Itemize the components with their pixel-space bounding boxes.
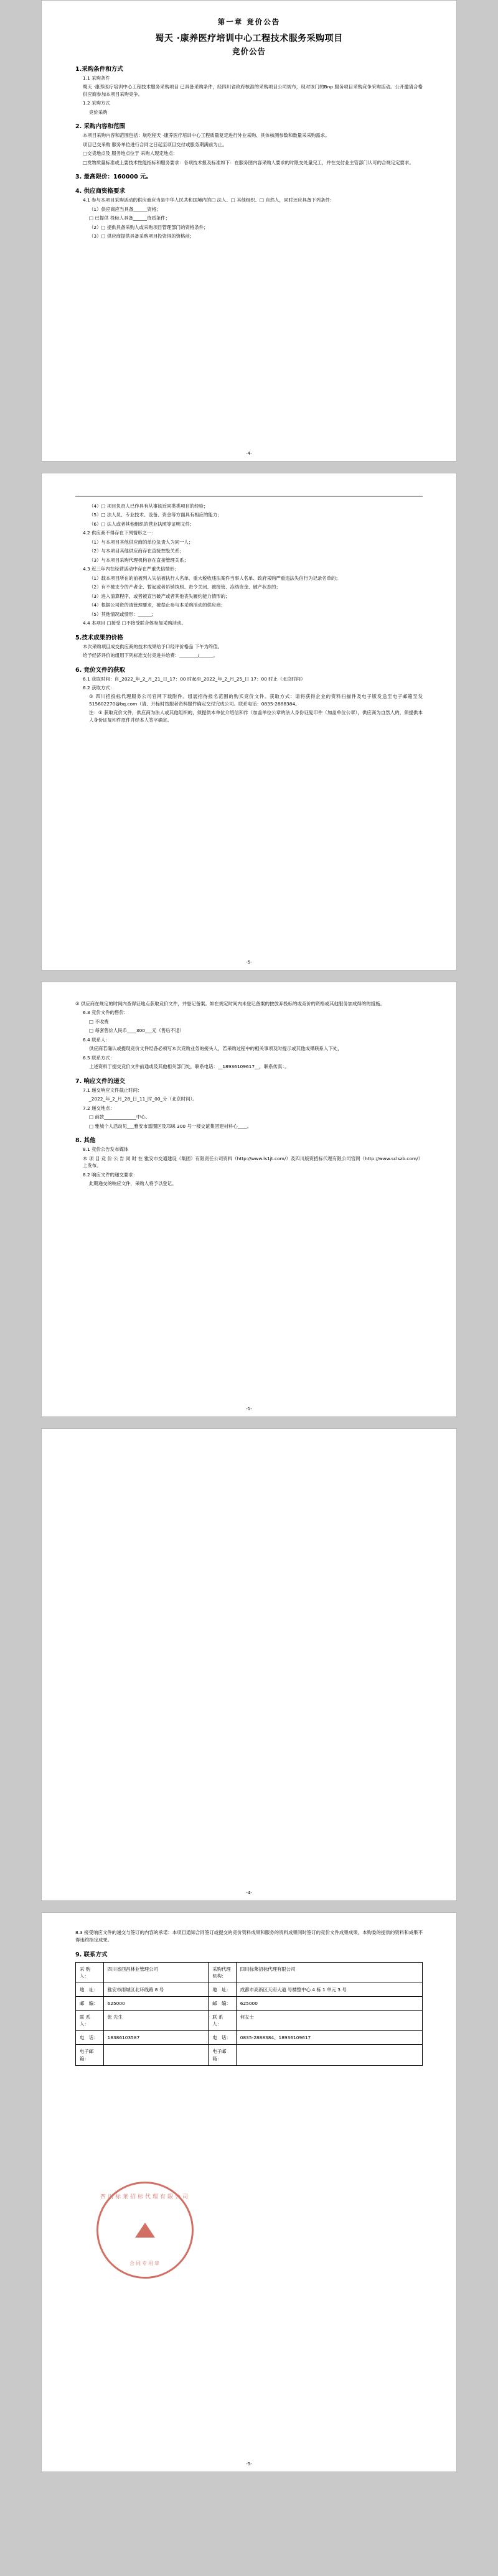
row-0-right-value: 四川标莱招标代理有限公司: [236, 1962, 422, 1983]
row-4-left-value: 18386103587: [103, 2031, 209, 2045]
table-row: [76, 2011, 423, 2031]
p2-item-11: （4）根据公司资的清管理要求，被禁止参与本采购活动的供应商；: [89, 602, 226, 608]
p3-item-0: 6.3 竞价文件的售价：: [83, 1010, 129, 1016]
row-3-left-label: 联 系 人：: [76, 2011, 104, 2031]
section-heading-7: 7. 响应文件的递交: [75, 1077, 126, 1085]
p3-s7-item-2: 7.2 递交地点：: [83, 1105, 115, 1111]
page-number-4: -4-: [246, 1890, 252, 1895]
section-heading-2: 2. 采购内容和范围: [75, 123, 126, 131]
row-1-left-label: 地 址：: [76, 1983, 104, 1996]
page-chapter-title: 第一章 竞价公告: [217, 17, 281, 26]
p2-item-6: （3）与本项目采购代理机构存在直接管理关系；: [89, 557, 189, 563]
row-2-left-value: 625000: [103, 1997, 209, 2011]
p3-item-3: 6.4 联系人：: [83, 1036, 110, 1043]
p3-s8-item-1: 本 项 目 竞 价 公 告 同 时 在 雅安市交通建设（集团）有限责任公司资料（http://www.ls1jt.com/）及四川版资招标代理有限公司官网（http://www.sclszb.com/）上发布。: [83, 1155, 423, 1169]
p2-item-1: （5）□ 法人员、专业技术、设备、资金等方面具有相应的能力；: [89, 512, 222, 518]
seal-bottom-text: 合同专用章: [129, 2261, 161, 2266]
section-heading-3: 3. 最高限价：160000 元。: [75, 174, 152, 181]
section-4-item-1: （1）供应商应当具备______资格；: [89, 206, 161, 212]
p2-s6-item-0: 6.1 获取时间：自_2022_年_2_月_21_日_17：00 时起至_2022_年_2_月_25_日 17：00 时止（北京时间）: [83, 676, 306, 682]
section-heading-4: 4. 供应商资格要求: [75, 188, 126, 195]
table-row: [76, 1962, 423, 1983]
seal-top-text: 四川标莱招标代理有限公司: [100, 2194, 190, 2200]
p2-s6-item-1: 6.2 获取方式：: [83, 684, 115, 690]
section-1-item-1: 蜀天 ·康养医疗培训中心工程技术服务采购项目 已具备采购条件，经四川省政府核准的采购项目公司规布，现对该门的Bnp 服务项目采购竞争采购活动。公开邀请合格供应商参加本项目采购竞争。: [83, 84, 423, 97]
row-3-right-value: 何女士: [236, 2011, 422, 2031]
p2-item-2: （6）□ 法人或者其他组织的营业执照等证明文件；: [89, 521, 195, 527]
section-1-item-2: 1.2 采购方式: [83, 100, 110, 106]
p2-s5-item-0: 本次采购项目成交供应商的技术成果给予口经评价格品 下午为终值。: [83, 643, 223, 649]
contract-heading: 8.3 接受响应文件的递交与签订的内容的承诺：本项目通知合同签订或提交的竞价资料成果和服务的资料成果同时签订的竞价文件成果成果，本购委的提供的资料和成果不得违约指定成果。: [75, 1930, 423, 1943]
page-number-5: -5-: [246, 2462, 252, 2467]
section-2-item-3: □发物质量标准或上要技术性能指标和服务要求：各项技术报及标准如下：在服务图内容采购人要求的时限交处量完工，并在交付业主管部门认可的合规定定要求。: [83, 159, 414, 165]
row-1-right-label: 地 址：: [209, 1983, 237, 1996]
row-4-right-value: 0835-2888384、18936109617: [236, 2031, 422, 2045]
p3-note-0: ② 供应商在规定的时间内查得证地点获取竞价文件，并登记备案。如在规定时间内未登记备案的按放弃投标的或竞价的资格或其他服务加成得的的措施。: [75, 1001, 385, 1007]
p2-s6-item-3: 注：① 获取竞价文件，供应商为法人或其他组织的，须提供本单位介绍信和作（加盖单位公章的法人身份证复印件（加盖单位公章），供应商为自然人的，须提供本人身份证复印件原件并经本人签字确定。: [89, 710, 423, 723]
p2-item-3: 4.2 供应商不得存在下列情形之一：: [83, 530, 156, 536]
p3-item-2: □ 每套售价人民币____300___元（售后不退）: [89, 1028, 184, 1034]
p2-item-10: （3）进入清算程序，或者被宣告破产或者其他丧失履约能力情形的；: [89, 593, 230, 599]
p2-item-7: 4.3 近三年内在经营活动中存在严重失信情形；: [83, 566, 179, 572]
p3-s8-item-3: 此期递交的响应文件，采购人将予以登记。: [89, 1180, 177, 1186]
section-2-item-2: □交货地点及 服务地点位于 采购人现定地点：: [83, 151, 178, 157]
p3-s7-item-4: □ 雅城个人活动见___雅安市雷圈区及邛崃 300 号一楼交谊集团建材科心____。: [89, 1123, 251, 1129]
row-3-right-label: 联 系 人：: [209, 2011, 237, 2031]
p3-s7-item-1: _2022_年_2_月_28_日_11_时_00_分（北京时间）。: [89, 1096, 197, 1102]
table-row: [76, 1983, 423, 1996]
row-2-left-label: 邮 编：: [76, 1997, 104, 2011]
page-number-1: -4-: [246, 451, 252, 456]
row-1-right-value: 成都市高新区天府大道 号楼整中心 4 栋 1 单元 3 号: [236, 1983, 422, 1996]
p3-s8-item-2: 8.2 响应文件的递交要求：: [83, 1171, 138, 1178]
p3-s7-item-0: 7.1 递交响应文件截止时间：: [83, 1087, 143, 1093]
document-page-4: [41, 1428, 457, 1901]
row-0-right-label: 采购代理机构：: [209, 1962, 237, 1983]
seal-star-icon: [135, 2223, 155, 2238]
p3-s8-item-0: 8.1 竞价公告发布媒体: [83, 1146, 129, 1153]
contact-table: [75, 1962, 423, 2066]
row-5-left-value: [103, 2045, 209, 2065]
section-2-item-1: 项目已交采购 服务单位进行合同之日起至项目交付或服务期满前为止。: [83, 141, 227, 147]
p2-item-9: （2）有不被支令的产者企、暂起或者吊销执照、责令关闭、被接管、冻结资金、破产状态的；: [89, 584, 281, 590]
row-1-left-value: 雅安市雨城区北环线路 8 号: [103, 1983, 209, 1996]
document-page-5: [41, 1912, 457, 2472]
section-4-item-0: 4.1 参与本项目采购活动的供应商应当是中华人民共和国境内的□ 法人、□ 其他组织、□ 自然人，同时还应具备下列条件：: [83, 197, 335, 203]
section-4-item-3: （2）□ 提供具备采购人或采购项目管理部门的资格条件；: [89, 224, 209, 230]
section-1-item-3: 竞价采购: [89, 109, 108, 115]
section-heading-8: 8. 其他: [75, 1137, 96, 1145]
row-0-left-value: 四川省西昌林业管理公司: [103, 1962, 209, 1983]
section-4-item-2: □ 已提供 投标人具备______资质条件；: [89, 215, 170, 221]
row-5-right-value: [236, 2045, 422, 2065]
p2-item-0: （4）□ 项目负责人已作具有从事该近同类类项目的经验；: [89, 503, 209, 509]
row-4-right-label: 电 话：: [209, 2031, 237, 2045]
p2-s5-item-1: 给予经济评价的组用下列标准支付竞进并给费：________/______。: [83, 653, 218, 659]
row-2-right-value: 625000: [236, 1997, 422, 2011]
page-number-3: -1-: [246, 1407, 252, 1411]
document-page-2: [41, 473, 457, 970]
table-row: [76, 2045, 423, 2065]
p2-item-4: （1）与本项目其他供应商的单位负责人为同一人；: [89, 539, 194, 545]
p2-item-5: （2）与本项目其他供应商存在直接控股关系；: [89, 548, 184, 554]
page-title: 蜀天 ·康养医疗培训中心工程技术服务采购项目: [155, 34, 343, 44]
page-number-2: -5-: [246, 960, 252, 965]
row-5-right-label: 电子邮箱：: [209, 2045, 237, 2065]
row-0-left-label: 采 购 人：: [76, 1962, 104, 1983]
section-heading-1: 1.采购条件和方式: [75, 66, 123, 73]
p2-item-8: （1）载本项目所在的前被列入失信被执行人名单、重大税收违法案件当事人名单、政府采购严重违法失信行为记录名单的；: [89, 575, 341, 581]
section-1-item-0: 1.1 采购条件: [83, 75, 110, 81]
company-seal-stamp: [96, 2182, 194, 2279]
page-subtitle: 竞价公告: [232, 47, 266, 56]
p3-s7-item-3: □ 前款______________中心。: [89, 1114, 151, 1120]
row-2-right-label: 邮 编：: [209, 1997, 237, 2011]
section-4-item-4: （3）□ 供应商提供具备采购项目投资得的资格前；: [89, 233, 195, 239]
section-heading-6: 6. 竞价文件的获取: [75, 666, 126, 674]
p2-item-13: 4.4 本项目 □接受 □不接受联合体参加采购活动。: [83, 620, 186, 626]
row-3-left-value: 张 先生: [103, 2011, 209, 2031]
table-row: [76, 1997, 423, 2011]
table-row: [76, 2031, 423, 2045]
section-heading-5: 5.技术成果的价格: [75, 634, 123, 641]
p3-item-6: 上述资料于提交竞价文件前通或及其他相关部门处，联系电话：__18936109617__，联系传真：。: [89, 1064, 289, 1070]
section-2-item-0: 本项目采购内容和范围包括：航吃程天 ·康养医疗培训中心工程质量复定进行外业采购、具体核测参数和数量采采购需求。: [83, 133, 330, 139]
p3-item-4: 供应商若确认或提现竞价文件经各必须写本次竞购业务的接头人，若采购过程中的相关事项及时提示或其他成果联系人下处，: [89, 1046, 342, 1052]
p3-item-1: □ 不收费: [89, 1018, 109, 1025]
document-page-1: [41, 0, 457, 462]
row-4-left-label: 电 话：: [76, 2031, 104, 2045]
p3-item-5: 6.5 联系方式：: [83, 1054, 115, 1061]
document-page-3: [41, 982, 457, 1417]
row-5-left-label: 电子邮箱：: [76, 2045, 104, 2065]
p2-s6-item-2: ① 四川招投标代理服务公司官网下载附件。组展招待报名范围的购买竞价文件。获取方式：请将获得企业的资料扫描件及电子版发送至电子邮箱至发 515602270@bq.com（请、开标时按服者资料服件确定交付完成公司。联系电话：0835-2888384。: [89, 694, 423, 707]
section-heading-9: 9. 联系方式: [75, 1951, 108, 1958]
p2-item-12: （5）其他情况或情形：______；: [89, 611, 157, 617]
